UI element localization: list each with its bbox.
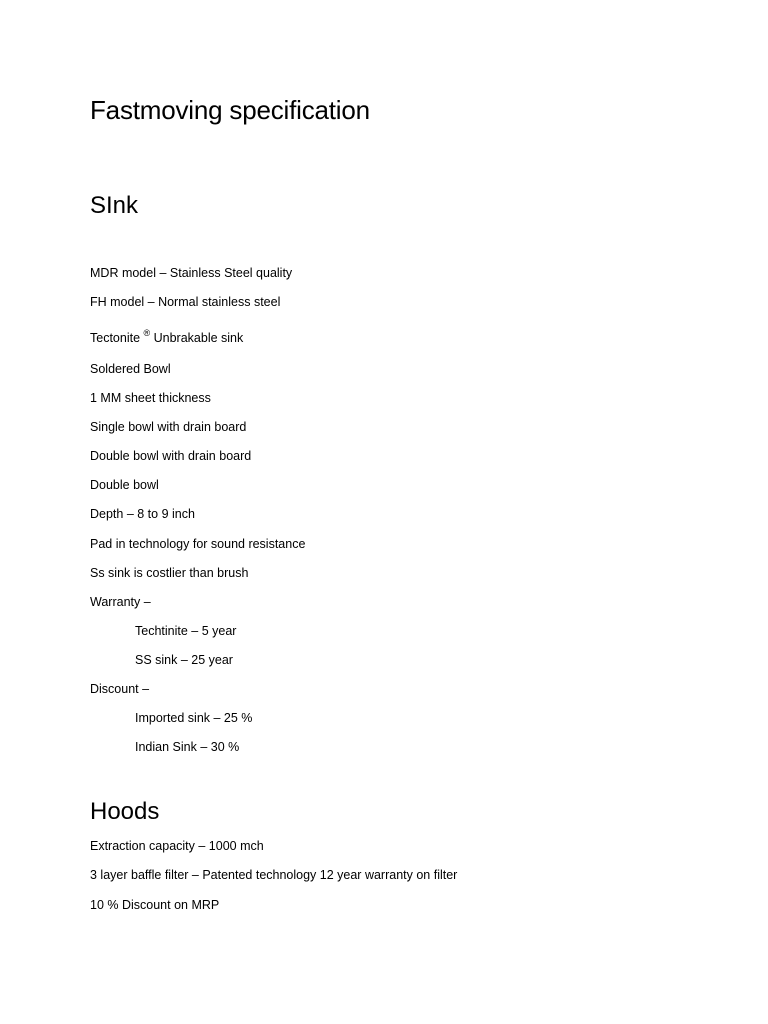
hoods-line-discount-mrp: 10 % Discount on MRP [90,898,220,912]
registered-mark: ® [143,328,151,338]
sink-line-double-bowl-drain: Double bowl with drain board [90,449,252,463]
sink-line-mdr-model: MDR model – Stainless Steel quality [90,266,293,280]
sink-line-warranty-techtinite: Techtinite – 5 year [135,624,237,638]
document-title: Fastmoving specification [90,95,370,125]
sink-line-warranty-label: Warranty – [90,595,151,609]
tectonite-brand: Tectonite [90,331,141,345]
sink-line-double-bowl: Double bowl [90,478,159,492]
hoods-line-extraction: Extraction capacity – 1000 mch [90,839,264,853]
sink-line-sheet-thickness: 1 MM sheet thickness [90,391,211,405]
sink-line-soldered-bowl: Soldered Bowl [90,362,171,376]
sink-heading: SInk [90,192,139,219]
hoods-line-baffle-filter: 3 layer baffle filter – Patented technology 12 year warranty on filter [90,868,458,882]
sink-line-discount-indian: Indian Sink – 30 % [135,740,240,754]
sink-line-discount-imported: Imported sink – 25 % [135,711,253,725]
sink-line-single-bowl: Single bowl with drain board [90,420,247,434]
sink-line-depth: Depth – 8 to 9 inch [90,507,195,521]
sink-line-warranty-ss: SS sink – 25 year [135,653,233,667]
sink-line-ss-costlier: Ss sink is costlier than brush [90,566,249,580]
hoods-heading: Hoods [90,798,160,825]
sink-line-discount-label: Discount – [90,682,150,696]
tectonite-rest: Unbrakable sink [150,331,244,345]
sink-line-fh-model: FH model – Normal stainless steel [90,295,281,309]
sink-line-tectonite [90,330,243,346]
sink-line-pad-in: Pad in technology for sound resistance [90,537,306,551]
